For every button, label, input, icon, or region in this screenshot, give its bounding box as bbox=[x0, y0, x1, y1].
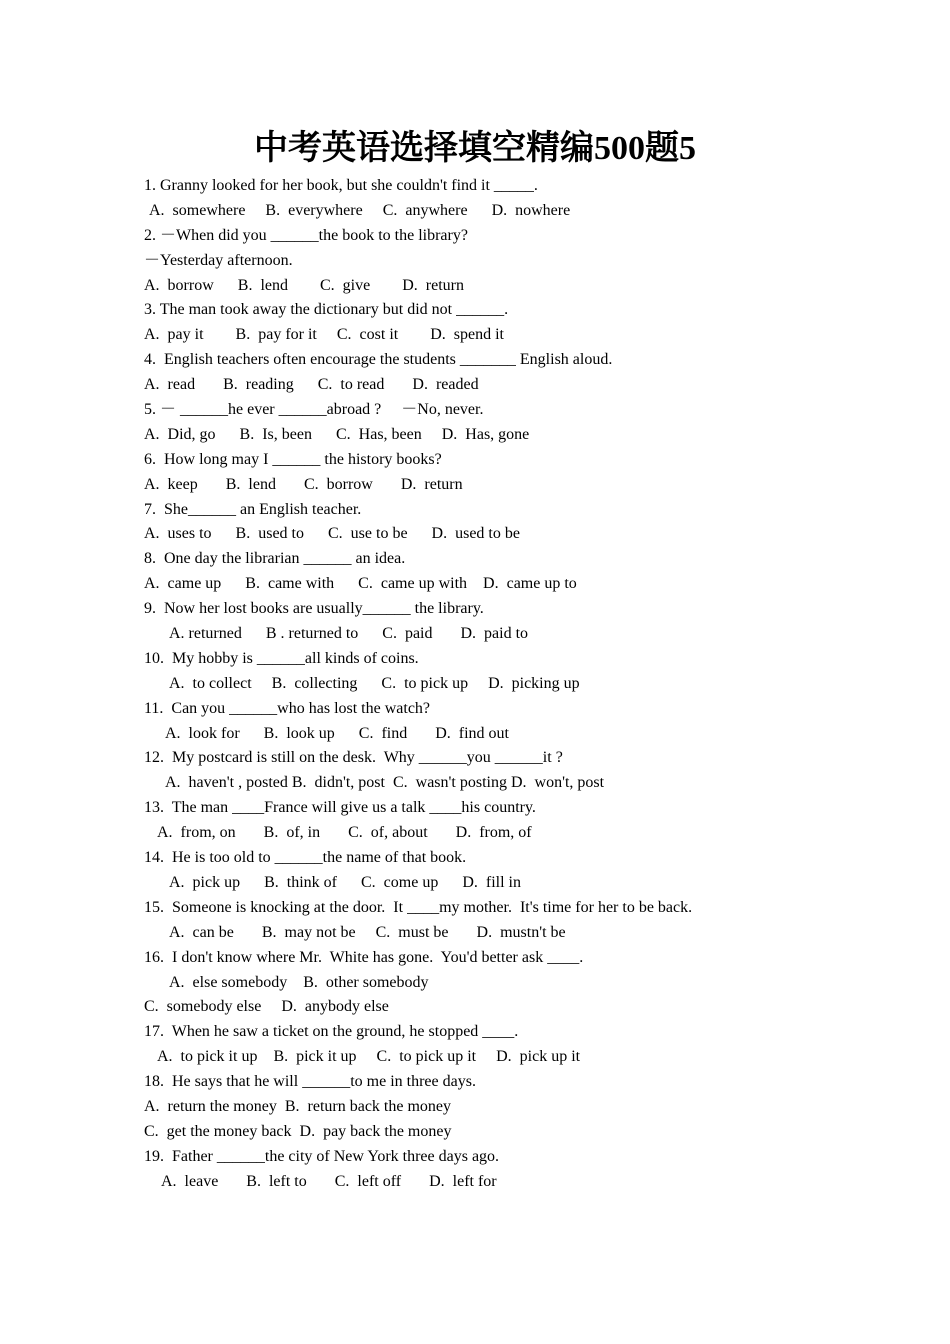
answer-options: A. uses to B. used to C. use to be D. used to be bbox=[144, 525, 520, 543]
question-line: 13. The man ____France will give us a talk ____his country. bbox=[144, 799, 536, 817]
answer-options: A. borrow B. lend C. give D. return bbox=[144, 276, 464, 294]
question-line: 2. －When did you ______the book to the library? bbox=[144, 226, 468, 244]
answer-options: A. look for B. look up C. find D. find out bbox=[165, 724, 509, 742]
question-line: －Yesterday afternoon. bbox=[144, 251, 293, 269]
question-line: 7. She______ an English teacher. bbox=[144, 500, 362, 518]
question-line: 4. English teachers often encourage the students _______ English aloud. bbox=[144, 351, 613, 369]
answer-options: A. leave B. left to C. left off D. left for bbox=[161, 1172, 497, 1190]
question-line: 5. － ______he ever ______abroad ? －No, never. bbox=[144, 401, 484, 419]
answer-options: A. return the money B. return back the money bbox=[144, 1097, 452, 1115]
answer-options: C. get the money back D. pay back the money bbox=[144, 1122, 452, 1140]
document-title: 中考英语选择填空精编500题5 bbox=[254, 130, 696, 167]
answer-options: A. read B. reading C. to read D. readed bbox=[144, 376, 479, 394]
answer-options: A. came up B. came with C. came up with D. came up to bbox=[144, 575, 577, 593]
answer-options: A. from, on B. of, in C. of, about D. from, of bbox=[157, 824, 532, 842]
question-line: 19. Father ______the city of New York three days ago. bbox=[144, 1147, 500, 1165]
answer-options: A. can be B. may not be C. must be D. mustn't be bbox=[169, 923, 566, 941]
question-line: 10. My hobby is ______all kinds of coins. bbox=[144, 649, 419, 667]
answer-options: A. pick up B. think of C. come up D. fill in bbox=[169, 873, 521, 891]
question-line: 17. When he saw a ticket on the ground, he stopped ____. bbox=[144, 1023, 519, 1041]
question-line: 9. Now her lost books are usually______ the library. bbox=[144, 600, 484, 618]
question-line: 8. One day the librarian ______ an idea. bbox=[144, 550, 406, 568]
answer-options: A. haven't , posted B. didn't, post C. wasn't posting D. won't, post bbox=[165, 774, 605, 792]
answer-options: A. returned B . returned to C. paid D. paid to bbox=[169, 625, 529, 643]
answer-options: A. Did, go B. Is, been C. Has, been D. Has, gone bbox=[144, 425, 530, 443]
question-line: 12. My postcard is still on the desk. Why ______you ______it ? bbox=[144, 749, 563, 767]
question-line: 11. Can you ______who has lost the watch? bbox=[144, 699, 431, 717]
question-line: 18. He says that he will ______to me in three days. bbox=[144, 1073, 476, 1091]
question-line: 14. He is too old to ______the name of that book. bbox=[144, 849, 467, 867]
answer-options: C. somebody else D. anybody else bbox=[144, 998, 389, 1016]
answer-options: A. to pick it up B. pick it up C. to pick up it D. pick up it bbox=[157, 1048, 581, 1066]
answer-options: A. somewhere B. everywhere C. anywhere D. nowhere bbox=[149, 201, 571, 219]
answer-options: A. else somebody B. other somebody bbox=[169, 973, 429, 991]
question-line: 16. I don't know where Mr. White has gone. You'd better ask ____. bbox=[144, 948, 584, 966]
question-line: 3. The man took away the dictionary but did not ______. bbox=[144, 301, 509, 319]
answer-options: A. keep B. lend C. borrow D. return bbox=[144, 475, 463, 493]
answer-options: A. pay it B. pay for it C. cost it D. spend it bbox=[144, 326, 504, 344]
answer-options: A. to collect B. collecting C. to pick up D. picking up bbox=[169, 674, 580, 692]
question-line: 15. Someone is knocking at the door. It ____my mother. It's time for her to be back. bbox=[144, 898, 693, 916]
question-line: 1. Granny looked for her book, but she couldn't find it _____. bbox=[144, 177, 538, 194]
question-line: 6. How long may I ______ the history books? bbox=[144, 450, 442, 468]
question-list bbox=[144, 174, 904, 1195]
